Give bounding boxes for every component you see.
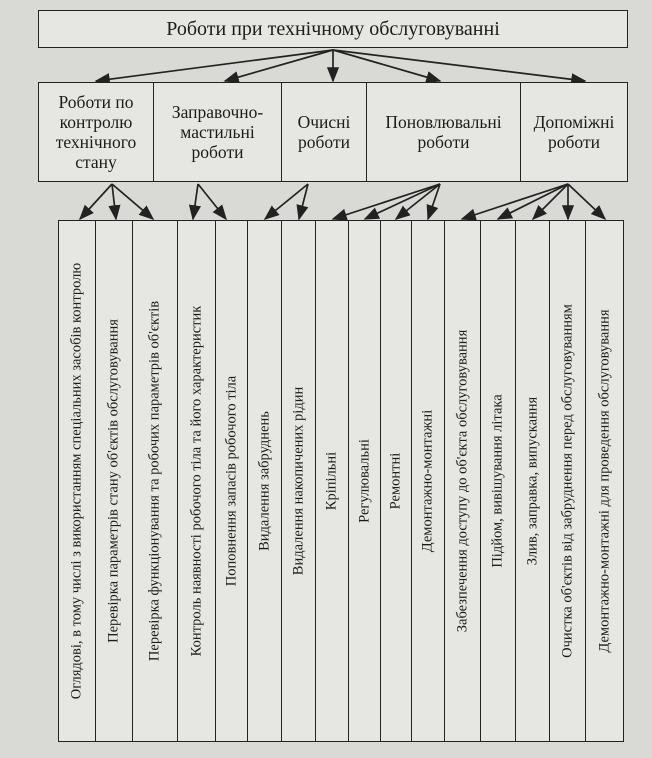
leaf-label: Перевірка функціонування та робочих параметрів об'єктів <box>146 300 163 662</box>
leaf-label: Оглядові, в тому числі з використанням спеціальних засобів контролю <box>68 262 85 700</box>
leaf-item <box>481 220 516 742</box>
leaf-label: Злив, заправка, випускання <box>524 396 541 566</box>
category-restore-box <box>366 82 521 182</box>
category-auxiliary-to-leaf-arrow <box>498 184 568 219</box>
root-to-category-arrow <box>225 50 333 81</box>
category-restore-label: Поновлювальні роботи <box>385 111 502 152</box>
leaf-item <box>96 220 133 742</box>
category-fueling-label: Заправочно-мастильні роботи <box>171 101 264 163</box>
leaf-label: Перевірка параметрів стану об'єктів обслуговування <box>105 319 122 643</box>
leaf-label: Регулювальні <box>356 439 373 523</box>
leaf-label: Поповнення запасів робочого тіла <box>223 375 240 587</box>
leaf-item <box>349 220 381 742</box>
leaf-item <box>133 220 178 742</box>
category-cleaning-label: Очисні роботи <box>297 111 351 152</box>
category-cleaning-to-leaf-arrow <box>265 184 308 219</box>
category-control-to-leaf-arrow <box>80 184 112 219</box>
category-fueling-to-leaf-arrow <box>198 184 226 219</box>
leaf-item <box>178 220 216 742</box>
root-to-category-arrow <box>333 50 585 81</box>
category-restore-to-leaf-arrow <box>333 184 440 219</box>
category-fueling-to-leaf-arrow <box>193 184 198 219</box>
leaf-label: Кріпільні <box>323 451 340 511</box>
leaf-label: Підйом, вивішування літака <box>489 394 506 568</box>
root-node-box <box>38 10 628 48</box>
leaf-label: Демонтажно-монтажні для проведення обслуговування <box>596 309 613 653</box>
category-fueling-box <box>153 82 282 182</box>
leaf-label: Видалення накопичених рідин <box>290 386 307 576</box>
root-node-title: Роботи при технічному обслуговуванні <box>166 17 500 40</box>
leaf-item <box>412 220 445 742</box>
leaf-label: Контроль наявності робочого тіла та його характеристик <box>188 305 205 657</box>
category-auxiliary-to-leaf-arrow <box>568 184 605 219</box>
category-auxiliary-box <box>520 82 628 182</box>
category-auxiliary-to-leaf-arrow <box>462 184 568 219</box>
leaf-item <box>282 220 316 742</box>
leaf-item <box>445 220 481 742</box>
leaf-item <box>316 220 349 742</box>
leaf-label: Очистка об'єктів від забруднення перед обслуговуванням <box>559 304 576 658</box>
category-auxiliary-label: Допоміжні роботи <box>533 111 615 152</box>
root-to-category-arrow <box>333 50 440 81</box>
leaf-item <box>586 220 624 742</box>
leaf-item <box>381 220 412 742</box>
category-control-box <box>38 82 154 182</box>
leaf-label: Ремонтні <box>387 452 404 510</box>
leaf-label: Демонтажно-монтажні <box>419 409 436 553</box>
leaf-item <box>550 220 586 742</box>
category-control-label: Роботи по контролю технічного стану <box>55 91 137 173</box>
category-cleaning-box <box>281 82 367 182</box>
leaf-item <box>516 220 550 742</box>
root-to-category-arrow <box>96 50 333 81</box>
leaf-label: Видалення забруднень <box>256 411 273 551</box>
leaf-item <box>216 220 248 742</box>
category-control-to-leaf-arrow <box>112 184 153 219</box>
category-control-to-leaf-arrow <box>112 184 116 219</box>
leaf-item <box>248 220 282 742</box>
leaf-label: Забезпечення доступу до об'єкта обслуговування <box>454 329 471 633</box>
leaf-item <box>58 220 96 742</box>
